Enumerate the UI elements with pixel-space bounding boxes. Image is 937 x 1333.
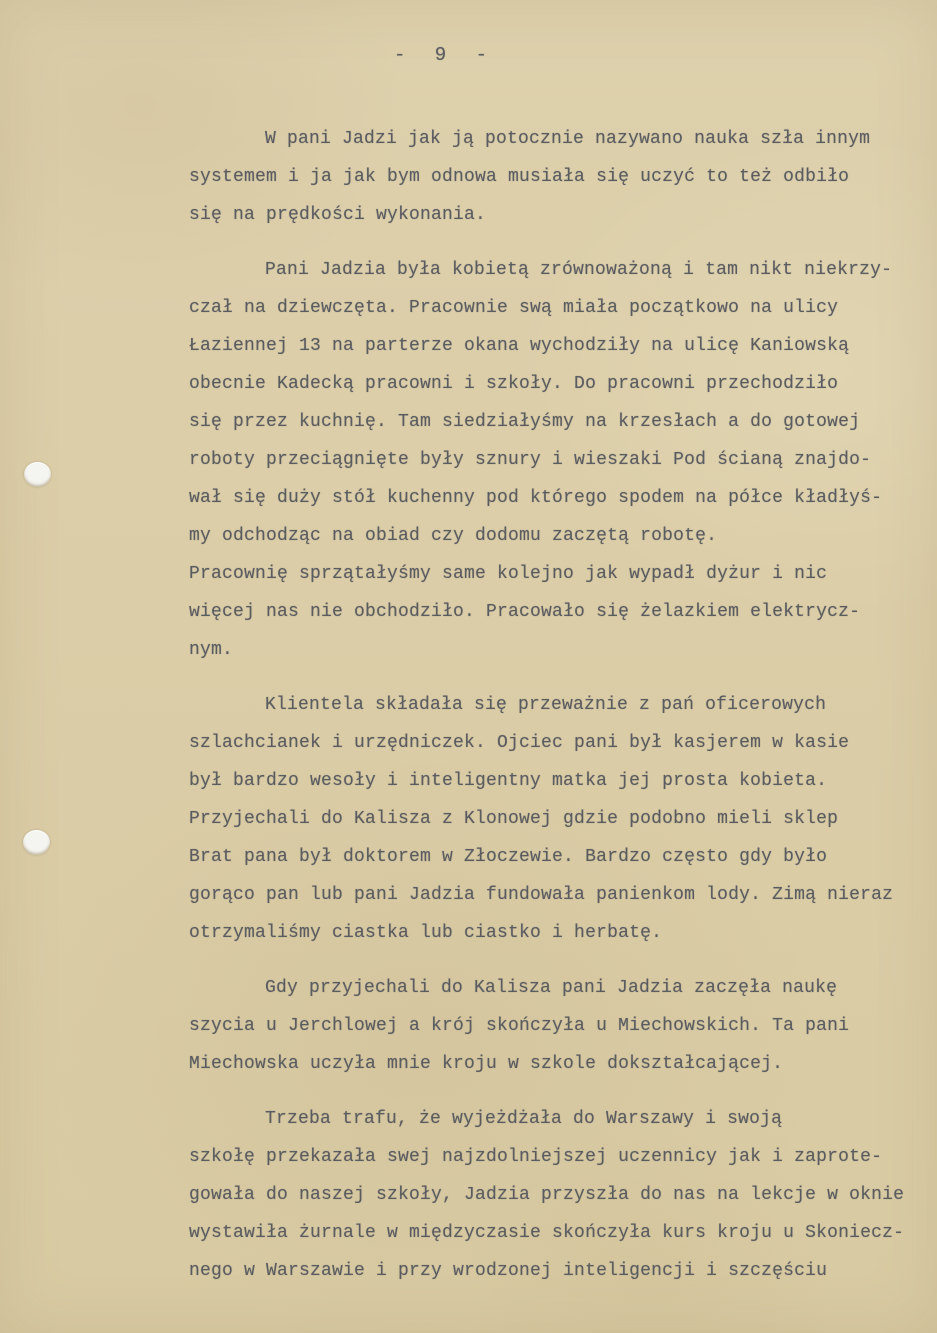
paragraph bbox=[189, 251, 919, 669]
text-line: Klientela składała się przeważnie z pań oficerowych bbox=[265, 695, 827, 715]
text-line: otrzymaliśmy ciastka lub ciastko i herbatę. bbox=[189, 923, 663, 943]
text-line: Pracownię sprzątałyśmy same kolejno jak wypadł dyżur i nic bbox=[189, 564, 828, 584]
text-line: się przez kuchnię. Tam siedziałyśmy na krzesłach a do gotowej bbox=[189, 412, 861, 432]
punch-hole-bottom bbox=[23, 830, 50, 855]
text-line: Przyjechali do Kalisza z Klonowej gdzie podobno mieli sklep bbox=[189, 809, 839, 829]
text-line: szycia u Jerchlowej a krój skończyła u Miechowskich. Ta pani bbox=[189, 1016, 850, 1036]
text-line: Pani Jadzia była kobietą zrównoważoną i tam nikt niekrzy- bbox=[265, 260, 893, 280]
text-line: my odchodząc na obiad czy dodomu zaczętą robotę. bbox=[189, 526, 718, 546]
text-line: był bardzo wesoły i inteligentny matka jej prosta kobieta. bbox=[189, 771, 828, 791]
text-line: Łaziennej 13 na parterze okana wychodziły na ulicę Kaniowską bbox=[189, 336, 850, 356]
text-line: gorąco pan lub pani Jadzia fundowała panienkom lody. Zimą nieraz bbox=[189, 885, 894, 905]
typewritten-text bbox=[189, 120, 919, 1307]
text-line: gowała do naszej szkoły, Jadzia przyszła do nas na lekcje w oknie bbox=[189, 1185, 905, 1205]
text-line: szkołę przekazała swej najzdolniejszej uczennicy jak i zaprote- bbox=[189, 1147, 883, 1167]
text-line: obecnie Kadecką pracowni i szkoły. Do pracowni przechodziło bbox=[189, 374, 839, 394]
paragraph bbox=[189, 1100, 919, 1290]
paragraph bbox=[189, 120, 919, 234]
text-line: systemem i ja jak bym odnowa musiała się uczyć to też odbiło bbox=[189, 167, 850, 187]
text-line: szlachcianek i urzędniczek. Ojciec pani był kasjerem w kasie bbox=[189, 733, 850, 753]
text-line: Trzeba trafu, że wyjeżdżała do Warszawy i swoją bbox=[265, 1109, 783, 1129]
text-line: Brat pana był doktorem w Złoczewie. Bardzo często gdy było bbox=[189, 847, 828, 867]
text-line: roboty przeciągnięte były sznury i wieszaki Pod ścianą znajdo- bbox=[189, 450, 872, 470]
text-line: więcej nas nie obchodziło. Pracowało się żelazkiem elektrycz- bbox=[189, 602, 861, 622]
text-line: czał na dziewczęta. Pracownie swą miała początkowo na ulicy bbox=[189, 298, 839, 318]
text-line: nym. bbox=[189, 640, 234, 660]
text-line: W pani Jadzi jak ją potocznie nazywano nauka szła innym bbox=[265, 129, 871, 149]
text-line: wystawiła żurnale w międzyczasie skończyła kurs kroju u Skoniecz- bbox=[189, 1223, 905, 1243]
text-line: Gdy przyjechali do Kalisza pani Jadzia zaczęła naukę bbox=[265, 978, 838, 998]
text-line: nego w Warszawie i przy wrodzonej inteligencji i szczęściu bbox=[189, 1261, 828, 1281]
page-number: - 9 - bbox=[393, 44, 496, 66]
paragraph bbox=[189, 686, 919, 952]
text-line: wał się duży stół kuchenny pod którego spodem na półce kładłyś- bbox=[189, 488, 883, 508]
paragraph bbox=[189, 969, 919, 1083]
text-line: się na prędkości wykonania. bbox=[189, 205, 487, 225]
text-line: Miechowska uczyła mnie kroju w szkole dokształcającej. bbox=[189, 1054, 784, 1074]
punch-hole-top bbox=[24, 462, 51, 487]
